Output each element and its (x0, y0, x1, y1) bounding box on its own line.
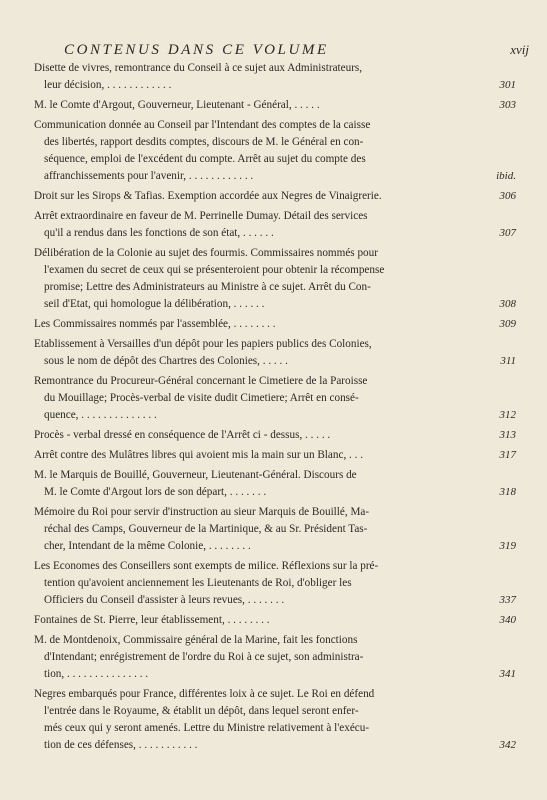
toc-entry-text (34, 447, 482, 464)
header-page-number: xvij (510, 42, 529, 57)
toc-entry-line: Arrêt contre des Mulâtres libres qui avoient mis la main sur un Blanc, . . . (34, 449, 364, 461)
toc-entry-text (34, 208, 482, 242)
toc-entry-text (34, 117, 482, 185)
toc-entry-text (34, 467, 482, 501)
toc-entry (34, 336, 516, 370)
toc-entry-line: tention qu'avoient anciennement les Lieutenants de Roi, d'obliger les (44, 577, 352, 589)
toc-entry-line: Droit sur les Sirops & Tafias. Exemption accordée aux Negres de Vinaigrerie. (34, 190, 382, 202)
toc-entry-line: més ceux qui y seront amenés. Lettre du Ministre relativement à l'exécu- (44, 722, 370, 734)
toc-entry (34, 612, 516, 629)
toc-entry-page-number: 337 (499, 594, 516, 606)
toc-entry-line: cher, Intendant de la même Colonie, . . . . . . . . (44, 540, 251, 552)
toc-entry (34, 117, 516, 185)
running-title: CONTENUS DANS CE VOLUME (64, 42, 329, 58)
toc-entry-text (34, 60, 482, 94)
toc-entry-line: M. le Marquis de Bouillé, Gouverneur, Lieutenant-Général. Discours de (34, 469, 357, 481)
toc-entry-line: Procès - verbal dressé en conséquence de l'Arrêt ci - dessus, . . . . . (34, 429, 331, 441)
toc-entry-page-number: 306 (499, 190, 516, 202)
toc-entry-line: seil d'Etat, qui homologue la délibération, . . . . . . (44, 298, 265, 310)
toc-entry (34, 208, 516, 242)
toc-entry-line: Fontaines de St. Pierre, leur établissement, . . . . . . . . (34, 614, 270, 626)
toc-entry-line: affranchissements pour l'avenir, . . . . . . . . . . . . (44, 170, 254, 182)
toc-entry (34, 467, 516, 501)
toc-entry (34, 316, 516, 333)
table-of-contents (34, 60, 516, 757)
toc-entry (34, 427, 516, 444)
toc-entry-page-number: 313 (499, 429, 516, 441)
toc-entry-line: leur décision, . . . . . . . . . . . . (44, 79, 172, 91)
toc-entry (34, 373, 516, 424)
toc-entry-line: du Mouillage; Procès-verbal de visite dudit Cimetiere; Arrêt en consé- (44, 392, 359, 404)
page-header (64, 42, 529, 62)
toc-entry-line: promise; Lettre des Administrateurs au Ministre à ce sujet. Arrêt du Con- (44, 281, 371, 293)
toc-entry-text (34, 373, 482, 424)
toc-entry-text (34, 558, 482, 609)
toc-entry-text (34, 504, 482, 555)
toc-entry-line: réchal des Camps, Gouverneur de la Martinique, & au Sr. Président Tas- (44, 523, 368, 535)
toc-entry-page-number: 308 (499, 298, 516, 310)
toc-entry-line: M. de Montdenoix, Commissaire général de la Marine, fait les fonctions (34, 634, 358, 646)
toc-entry-line: Etablissement à Versailles d'un dépôt pour les papiers publics des Colonies, (34, 338, 372, 350)
toc-entry-text (34, 336, 482, 370)
toc-entry-page-number: 342 (499, 739, 516, 751)
toc-entry (34, 504, 516, 555)
toc-entry-line: l'entrée dans le Royaume, & établit un dépôt, dans lequel seront enfer- (44, 705, 359, 717)
toc-entry-page-number: 319 (499, 540, 516, 552)
toc-entry-line: Negres embarqués pour France, différentes loix à ce sujet. Le Roi en défend (34, 688, 375, 700)
toc-entry-line: tion de ces défenses, . . . . . . . . . . . (44, 739, 198, 751)
toc-entry-page-number: 340 (499, 614, 516, 626)
toc-entry-line: Délibération de la Colonie au sujet des fourmis. Commissaires nommés pour (34, 247, 378, 259)
toc-entry-line: tion, . . . . . . . . . . . . . . . (44, 668, 149, 680)
toc-entry (34, 97, 516, 114)
toc-entry-page-number: 307 (499, 227, 516, 239)
toc-entry-line: Remontrance du Procureur-Général concernant le Cimetiere de la Paroisse (34, 375, 368, 387)
toc-entry-line: Communication donnée au Conseil par l'Intendant des comptes de la caisse (34, 119, 371, 131)
toc-entry-line: séquence, emploi de l'excédent du compte. Arrêt au sujet du compte des (44, 153, 366, 165)
toc-entry-line: Arrêt extraordinaire en faveur de M. Perrinelle Dumay. Détail des services (34, 210, 368, 222)
toc-entry (34, 447, 516, 464)
toc-entry-page-number: 301 (499, 79, 516, 91)
toc-entry-page-number: 317 (499, 449, 516, 461)
toc-entry-page-number: 311 (500, 355, 516, 367)
toc-entry-line: Les Commissaires nommés par l'assemblée, . . . . . . . . (34, 318, 276, 330)
toc-entry (34, 60, 516, 94)
toc-entry-line: l'examen du secret de ceux qui se présenteroient pour obtenir la récompense (44, 264, 385, 276)
toc-entry-page-number: 318 (499, 486, 516, 498)
toc-entry (34, 632, 516, 683)
toc-entry (34, 188, 516, 205)
toc-entry-page-number: 312 (499, 409, 516, 421)
toc-entry-page-number: ibid. (496, 170, 516, 182)
toc-entry-text (34, 245, 482, 313)
toc-entry-line: quence, . . . . . . . . . . . . . . (44, 409, 157, 421)
toc-entry-line: sous le nom de dépôt des Chartres des Colonies, . . . . . (44, 355, 288, 367)
toc-entry-page-number: 309 (499, 318, 516, 330)
toc-entry (34, 558, 516, 609)
toc-entry-line: Les Economes des Conseillers sont exempts de milice. Réflexions sur la pré- (34, 560, 379, 572)
toc-entry-line: qu'il a rendus dans les fonctions de son état, . . . . . . (44, 227, 274, 239)
toc-entry-page-number: 341 (499, 668, 516, 680)
toc-entry (34, 686, 516, 754)
toc-entry-line: Disette de vivres, remontrance du Conseil à ce sujet aux Administrateurs, (34, 62, 363, 74)
toc-entry-text (34, 427, 482, 444)
toc-entry-text (34, 316, 482, 333)
toc-entry-line: M. le Comte d'Argout, Gouverneur, Lieutenant - Général, . . . . . (34, 99, 320, 111)
toc-entry-text (34, 686, 482, 754)
toc-entry-text (34, 97, 482, 114)
toc-entry-text (34, 188, 482, 205)
toc-entry-text (34, 612, 482, 629)
toc-entry-line: Officiers du Conseil d'assister à leurs revues, . . . . . . . (44, 594, 285, 606)
toc-entry-line: M. le Comte d'Argout lors de son départ, . . . . . . . (44, 486, 267, 498)
toc-entry-line: Mémoire du Roi pour servir d'instruction au sieur Marquis de Bouillé, Ma- (34, 506, 370, 518)
toc-entry-text (34, 632, 482, 683)
toc-entry-line: d'Intendant; enrégistrement de l'ordre du Roi à ce sujet, son administra- (44, 651, 364, 663)
toc-entry-page-number: 303 (499, 99, 516, 111)
toc-entry (34, 245, 516, 313)
toc-entry-line: des libertés, rapport desdits comptes, discours de M. le Général en con- (44, 136, 364, 148)
